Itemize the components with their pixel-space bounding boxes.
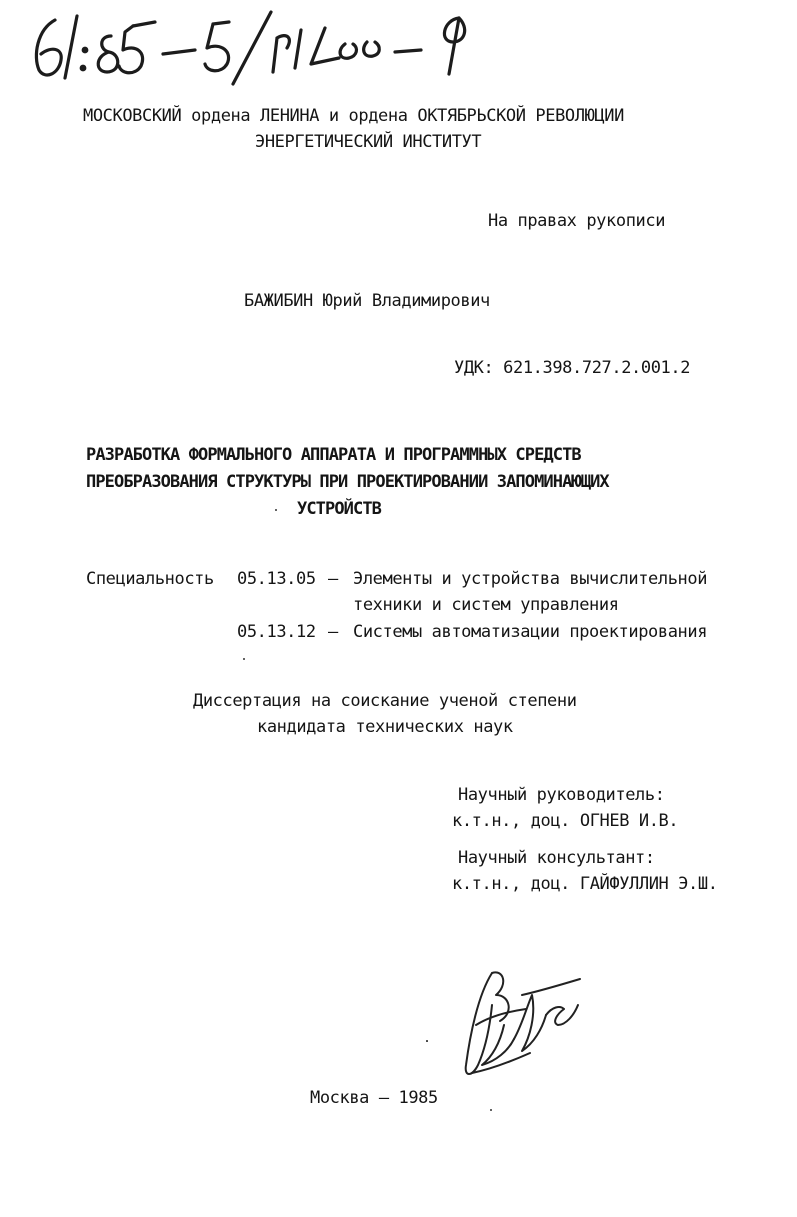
scan-speck <box>426 1040 428 1042</box>
specialty-code-1: 05.13.05 <box>237 569 316 589</box>
scan-speck <box>275 509 277 511</box>
author-name: БАЖИБИН Юрий Владимирович <box>244 291 490 311</box>
institution-line-2: ЭНЕРГЕТИЧЕСКИЙ ИНСТИТУТ <box>255 132 482 152</box>
udc-code: УДК: 621.398.727.2.001.2 <box>454 358 691 378</box>
specialty-name-2: Системы автоматизации проектирования <box>353 622 708 642</box>
specialty-dash-2: – <box>328 622 338 642</box>
title-line-1: РАЗРАБОТКА ФОРМАЛЬНОГО АППАРАТА И ПРОГРАММНЫХ СРЕДСТВ <box>86 445 581 465</box>
scan-speck <box>490 1109 492 1111</box>
specialty-name-1-line-1: Элементы и устройства вычислительной <box>353 569 708 589</box>
institution-line-1: МОСКОВСКИЙ ордена ЛЕНИНА и ордена ОКТЯБРЬСКОЙ РЕВОЛЮЦИИ <box>83 106 624 126</box>
dissertation-line-1: Диссертация на соискание ученой степени <box>193 691 577 711</box>
supervisor-name: к.т.н., доц. ОГНЕВ И.В. <box>452 811 679 831</box>
title-line-2: ПРЕОБРАЗОВАНИЯ СТРУКТУРЫ ПРИ ПРОЕКТИРОВАНИИ ЗАПОМИНАЮЩИХ <box>86 472 609 492</box>
supervisor-label: Научный руководитель: <box>458 785 665 805</box>
signature <box>452 965 587 1085</box>
specialty-label: Специальность <box>86 569 214 589</box>
manuscript-rights: На правах рукописи <box>488 211 666 231</box>
dissertation-line-2: кандидата технических наук <box>257 717 513 737</box>
consultant-label: Научный консультант: <box>458 848 655 868</box>
consultant-name: к.т.н., доц. ГАЙФУЛЛИН Э.Ш. <box>452 874 718 894</box>
handwritten-catalog-number <box>25 8 505 88</box>
scan-speck <box>243 658 245 660</box>
specialty-code-2: 05.13.12 <box>237 622 316 642</box>
specialty-name-1-line-2: техники и систем управления <box>353 595 619 615</box>
title-line-3: УСТРОЙСТВ <box>297 499 382 519</box>
place-and-year: Москва – 1985 <box>310 1088 438 1108</box>
specialty-dash-1: – <box>328 569 338 589</box>
